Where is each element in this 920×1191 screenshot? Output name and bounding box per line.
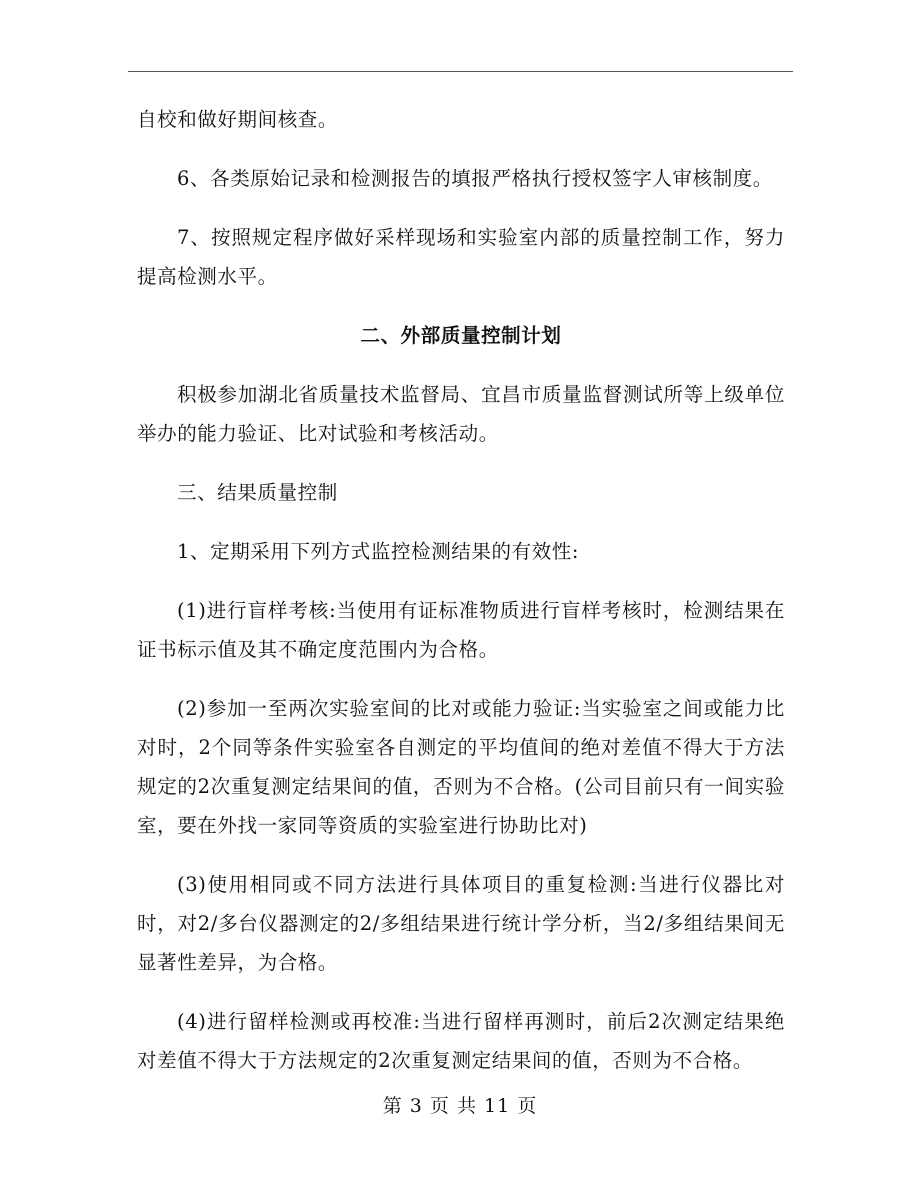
page-number-footer: 第 3 页 共 11 页 bbox=[382, 1095, 538, 1117]
paragraph-subitem-3: (3)使用相同或不同方法进行具体项目的重复检测:当进行仪器比对时，对2/多台仪器测定的2/多组结果进行统计学分析，当2/多组结果间无显著性差异，为合格。 bbox=[137, 873, 785, 974]
paragraph-subitem-4: (4)进行留样检测或再校准:当进行留样再测时，前后2次测定结果绝对差值不得大于方法规定的2次重复测定结果间的值，否则为不合格。 bbox=[137, 1010, 785, 1072]
paragraph-subitem-2: (2)参加一至两次实验室间的比对或能力验证:当实验室之间或能力比对时，2个同等条件实验室各自测定的平均值间的绝对差值不得大于方法规定的2次重复测定结果间的值，否则为不合格。(公司目前只有一间实验室，要在外找一家同等资质的实验室进行协助比对) bbox=[137, 697, 785, 837]
paragraph-item-1: 1、定期采用下列方式监控检测结果的有效性: bbox=[177, 540, 580, 563]
header-rule bbox=[128, 71, 793, 72]
section-heading-result-quality-control: 三、结果质量控制 bbox=[177, 481, 338, 504]
paragraph-continuation: 自校和做好期间核查。 bbox=[137, 108, 339, 131]
paragraph-external-participation: 积极参加湖北省质量技术监督局、宜昌市质量监督测试所等上级单位举办的能力验证、比对试验和考核活动。 bbox=[137, 383, 785, 445]
paragraph-subitem-1: (1)进行盲样考核:当使用有证标准物质进行盲样考核时，检测结果在证书标示值及其不确定度范围内为合格。 bbox=[137, 599, 785, 661]
paragraph-item-6: 6、各类原始记录和检测报告的填报严格执行授权签字人审核制度。 bbox=[177, 167, 773, 190]
paragraph-item-7: 7、按照规定程序做好采样现场和实验室内部的质量控制工作，努力提高检测水平。 bbox=[137, 226, 785, 288]
section-heading-external-quality-control: 二、外部质量控制计划 bbox=[360, 324, 562, 347]
document-body bbox=[137, 100, 785, 1080]
